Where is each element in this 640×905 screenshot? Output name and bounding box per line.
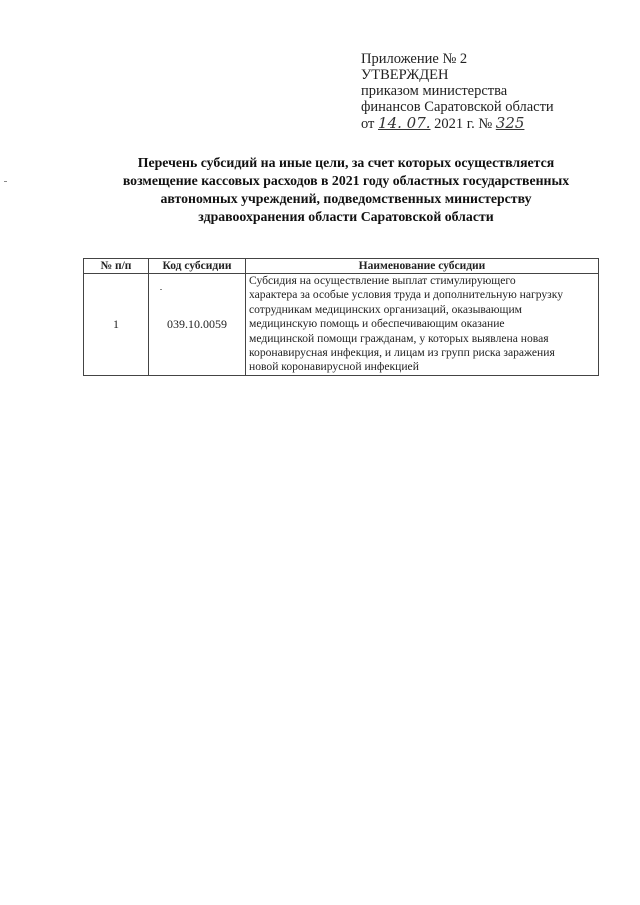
title-line: Перечень субсидий на иные цели, за счет которых осуществляется	[137, 155, 555, 170]
document-title	[96, 154, 596, 226]
name-line: новой коронавирусной инфекцией	[249, 360, 419, 374]
title-line: возмещение кассовых расходов в 2021 году областных государственных	[122, 173, 570, 188]
annex-label: Приложение № 2	[361, 51, 468, 67]
column-header-code: Код субсидии	[149, 259, 246, 274]
name-line: медицинской помощи гражданам, у которых выявлена новая	[249, 331, 549, 345]
approval-block	[361, 51, 591, 132]
subsidies-table	[83, 258, 599, 376]
name-line: характера за особые условия труда и дополнительную нагрузку	[249, 288, 564, 302]
handwritten-date: 14. 07.	[378, 114, 431, 132]
cell-name	[246, 274, 599, 376]
ministry-label: финансов Саратовской области	[361, 99, 554, 115]
column-header-name: Наименование субсидии	[246, 259, 599, 274]
order-date-line	[361, 115, 591, 132]
title-line: здравоохранения области Саратовской области	[198, 209, 494, 224]
name-line: Субсидия на осуществление выплат стимулирующего	[249, 274, 516, 287]
name-line: сотрудникам медицинских организаций, оказывающим	[249, 302, 522, 316]
title-line: автономных учреждений, подведомственных министерству	[160, 191, 532, 206]
handwritten-order-number: 325	[495, 114, 525, 132]
cell-number: 1	[84, 274, 149, 376]
table-header-row	[84, 259, 599, 274]
scan-speck	[4, 181, 7, 182]
date-prefix: от	[361, 116, 375, 132]
column-header-number: № п/п	[84, 259, 149, 274]
cell-code: 039.10.0059	[149, 274, 246, 376]
approved-label: УТВЕРЖДЕН	[361, 67, 449, 83]
name-line: коронавирусная инфекция, и лицам из групп риска заражения	[249, 346, 555, 360]
scan-speck	[160, 289, 162, 290]
order-label: приказом министерства	[361, 83, 508, 99]
name-line: медицинскую помощь и обеспечивающим оказание	[249, 317, 505, 331]
date-year: 2021 г. №	[434, 116, 493, 132]
